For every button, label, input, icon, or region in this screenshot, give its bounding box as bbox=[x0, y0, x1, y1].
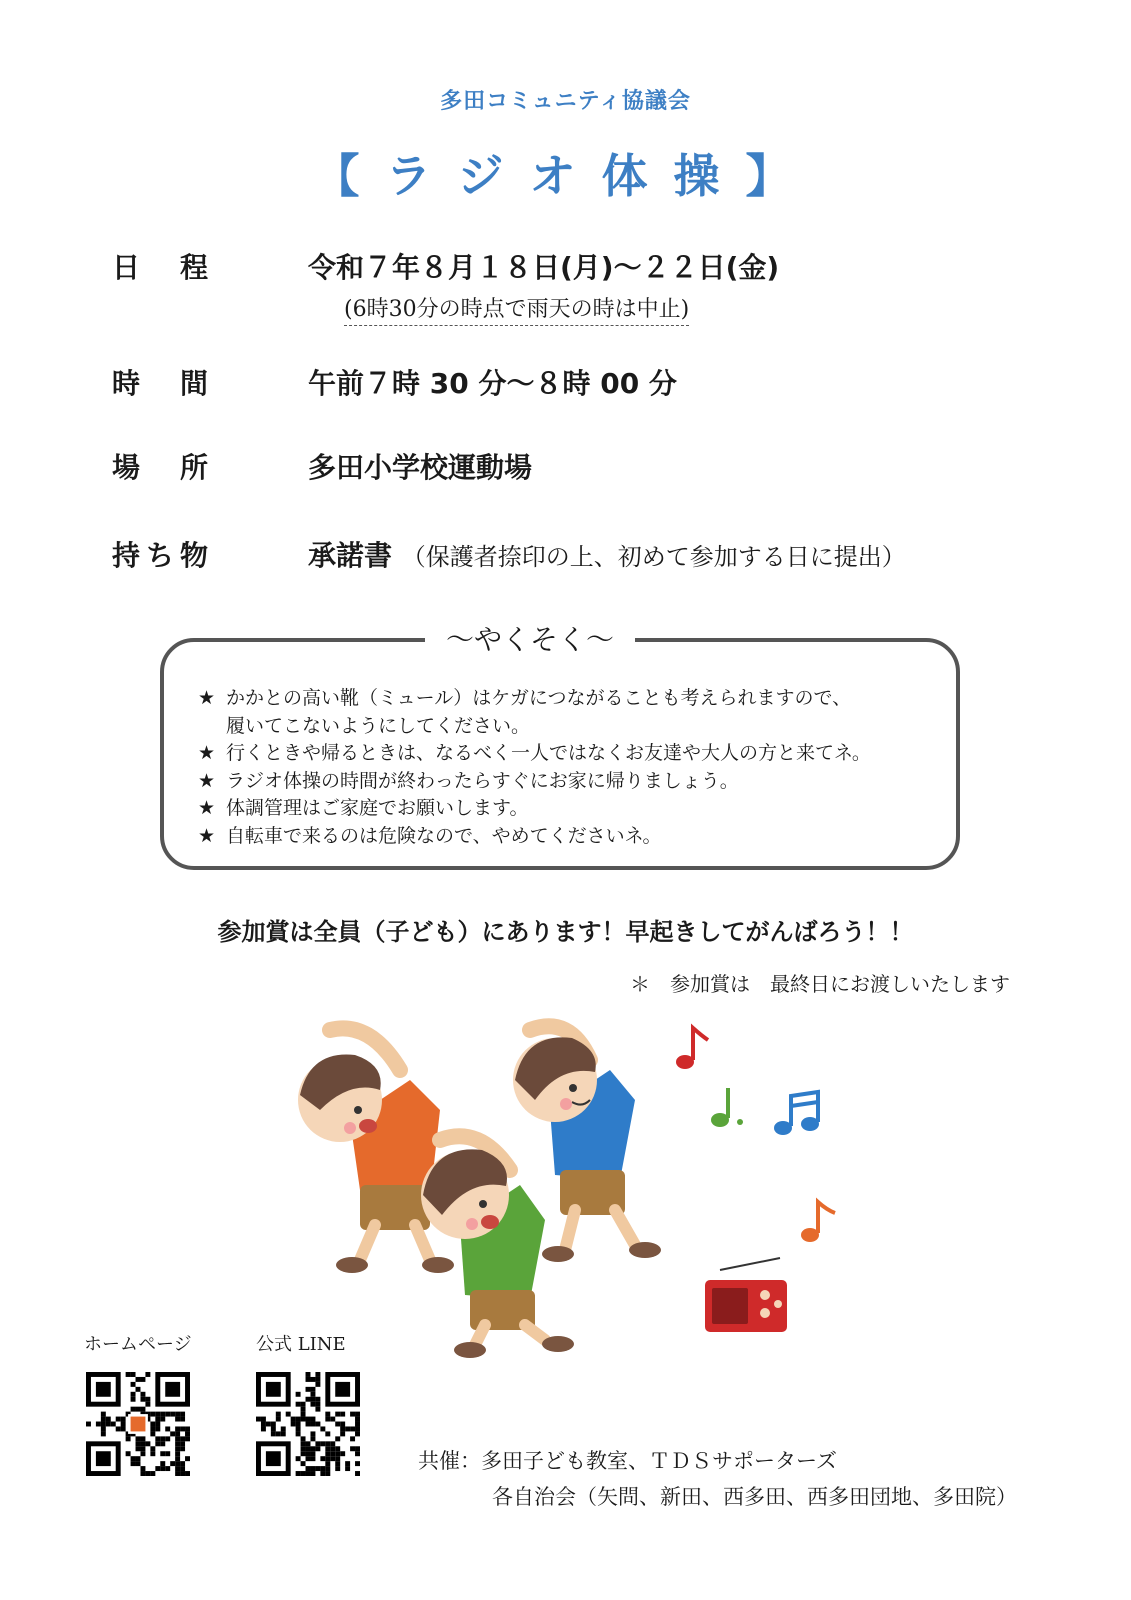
items-value: 承諾書 bbox=[308, 539, 393, 572]
schedule-label: 日程 bbox=[112, 251, 249, 284]
star-icon: ★ bbox=[198, 797, 216, 819]
rule-item bbox=[198, 823, 871, 851]
kid-orange bbox=[298, 1028, 454, 1273]
items-label: 持ち物 bbox=[112, 539, 215, 572]
homepage-qr-code[interactable] bbox=[86, 1372, 190, 1476]
time-value: 午前７時 30 分～８時 00 分 bbox=[308, 367, 677, 400]
prize-note: ＊ 参加賞は 最終日にお渡しいたします bbox=[630, 972, 1010, 996]
rule-item bbox=[198, 768, 871, 796]
items-detail: （保護者捺印の上、初めて参加する日に提出） bbox=[401, 543, 906, 571]
cohost-block bbox=[418, 1443, 1017, 1515]
rule-item bbox=[198, 795, 871, 823]
schedule-value: 令和７年８月１８日(月)～２２日(金) bbox=[308, 251, 780, 284]
rule-text: ラジオ体操の時間が終わったらすぐにお家に帰りましょう。 bbox=[226, 769, 739, 792]
beamed-notes-icon bbox=[774, 1092, 819, 1135]
music-note-icon bbox=[801, 1202, 835, 1242]
exercising-kids-illustration bbox=[290, 1010, 870, 1370]
items-row bbox=[308, 534, 906, 574]
homepage-label: ホームページ bbox=[84, 1334, 192, 1355]
prize-message: 参加賞は全員（子ども）にあります！早起きしてがんばろう！！ bbox=[217, 917, 914, 946]
radio-icon bbox=[705, 1258, 787, 1332]
page-title: 【ラジオ体操】 bbox=[313, 149, 818, 203]
music-note-icon bbox=[676, 1028, 708, 1069]
rule-text: 体調管理はご家庭でお願いします。 bbox=[226, 797, 529, 819]
rule-text: 履いてこないようにしてください。 bbox=[226, 714, 531, 737]
schedule-rain-note: (6時30分の時点で雨天の時は中止) bbox=[344, 292, 689, 326]
line-qr-code[interactable] bbox=[256, 1372, 360, 1476]
star-icon: ★ bbox=[198, 824, 216, 847]
place-label: 場所 bbox=[112, 451, 249, 484]
music-note-icon bbox=[711, 1088, 743, 1127]
rules-list bbox=[198, 685, 871, 850]
place-value: 多田小学校運動場 bbox=[308, 451, 533, 484]
rule-text: 自転車で来るのは危険なので、やめてくださいネ。 bbox=[226, 824, 662, 847]
time-label: 時間 bbox=[112, 367, 249, 400]
star-icon: ★ bbox=[198, 742, 216, 764]
rules-heading: ～やくそく～ bbox=[425, 618, 635, 658]
cohost-line-1: 共催：多田子ども教室、ＴＤＳサポーターズ bbox=[418, 1449, 837, 1473]
organizer-name: 多田コミュニティ協議会 bbox=[440, 89, 691, 114]
line-label: 公式 LINE bbox=[256, 1334, 346, 1355]
rule-text: かかとの高い靴（ミュール）はケガにつながることも考えられますので、 bbox=[226, 687, 852, 709]
rule-item-continuation bbox=[198, 713, 871, 741]
rule-item bbox=[198, 740, 871, 768]
star-icon: ★ bbox=[198, 769, 216, 792]
cohost-line-2: 各自治会（矢問、新田、西多田、西多田団地、多田院） bbox=[492, 1485, 1017, 1509]
star-icon: ★ bbox=[198, 687, 216, 709]
rule-text: 行くときや帰るときは、なるべく一人ではなくお友達や大人の方と来てネ。 bbox=[226, 742, 871, 764]
rule-item bbox=[198, 685, 871, 713]
